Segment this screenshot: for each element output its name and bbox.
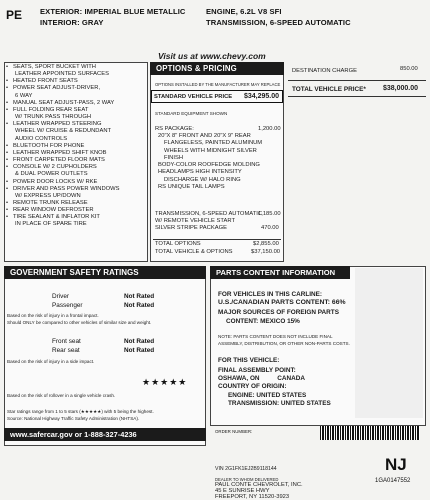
trans-option-value: 1,185.00 bbox=[258, 211, 281, 217]
destination-value: 850.00 bbox=[400, 66, 418, 72]
rs-package-label: RS PACKAGE: bbox=[155, 126, 194, 132]
frontal-note-2: Should ONLY be compared to other vehicles of similar size and weight. bbox=[7, 320, 152, 325]
feature-item: • LEATHER WRAPPED STEERING bbox=[6, 121, 146, 128]
parts-note: NOTE: PARTS CONTENT DOES NOT INCLUDE FINAL bbox=[218, 334, 333, 339]
passenger-rating: Not Rated bbox=[124, 302, 155, 309]
feature-item: • POWER DOOR LOCKS W/ RKE bbox=[6, 179, 146, 186]
safety-title: GOVERNMENT SAFETY RATINGS bbox=[4, 266, 206, 279]
us-canadian-content: U.S./CANADIAN PARTS CONTENT: 66% bbox=[218, 299, 346, 306]
exterior-color: EXTERIOR: IMPERIAL BLUE METALLIC bbox=[40, 7, 186, 16]
pe-code: PE bbox=[6, 8, 23, 22]
rs-package-line: BODY-COLOR ROOFEDGE MOLDING bbox=[158, 162, 260, 169]
silver-stripe-label: SILVER STRIPE PACKAGE bbox=[155, 225, 227, 231]
rs-package-line: RS UNIQUE TAIL LAMPS bbox=[158, 184, 225, 191]
feature-item: IN PLACE OF SPARE TIRE bbox=[15, 221, 87, 228]
rs-package-line: FLANGELESS, PAINTED ALUMINUM bbox=[164, 140, 263, 147]
feature-item: • POWER SEAT ADJUST-DRIVER, bbox=[6, 85, 146, 92]
carline-label: FOR VEHICLES IN THIS CARLINE: bbox=[218, 291, 323, 298]
passenger-label: Passenger bbox=[52, 302, 83, 309]
origin-label: COUNTRY OF ORIGIN: bbox=[218, 383, 287, 390]
mexico-content: CONTENT: MEXICO 15% bbox=[226, 318, 300, 325]
total-vehicle-price-label: TOTAL VEHICLE PRICE* bbox=[292, 86, 366, 93]
rs-package-line: HEADLAMPS HIGH INTENSITY bbox=[158, 169, 242, 176]
feature-item: 6 WAY bbox=[15, 92, 33, 99]
std-price-label: STANDARD VEHICLE PRICE bbox=[154, 94, 233, 100]
star-note: Star ratings range from 1 to 5 stars (★★★★★) with 5 being the highest. bbox=[7, 409, 154, 414]
std-price-value: $34,295.00 bbox=[244, 93, 280, 100]
feature-item: LEATHER APPOINTED SURFACES bbox=[15, 71, 109, 78]
rollover-stars: ★★★★★ bbox=[142, 377, 188, 387]
driver-rating: Not Rated bbox=[124, 293, 155, 300]
options-note-2: STANDARD EQUIPMENT SHOWN bbox=[155, 111, 228, 116]
feature-item: & DUAL POWER OUTLETS bbox=[15, 171, 88, 178]
transmission-spec: TRANSMISSION, 6-SPEED AUTOMATIC bbox=[206, 18, 351, 27]
total-divider bbox=[288, 96, 426, 97]
trans-option-label: TRANSMISSION, 6-SPEED AUTOMATIC bbox=[155, 211, 263, 217]
feature-item: • FRONT CARPETED FLOOR MATS bbox=[6, 157, 146, 164]
parts-title: PARTS CONTENT INFORMATION bbox=[210, 266, 350, 279]
feature-item: • SEATS, SPORT BUCKET WITH bbox=[6, 64, 146, 71]
dealer-address-1: 45 E SUNRISE HWY bbox=[215, 488, 270, 494]
features-list bbox=[6, 64, 146, 229]
destination-label: DESTINATION CHARGE bbox=[292, 68, 357, 74]
dealer-name: PAUL CONTE CHEVROLET, INC. bbox=[215, 482, 303, 488]
rs-package-line: WHEELS WITH MIDNIGHT SILVER bbox=[164, 147, 257, 154]
frontal-note: Based on the risk of injury in a frontal impact. bbox=[7, 313, 99, 318]
trans-option-sub: W/ REMOTE VEHICLE START bbox=[155, 218, 235, 224]
source-note: Source: National Highway Traffic Safety Administration (NHTSA). bbox=[7, 416, 140, 421]
rs-package-lines bbox=[158, 133, 262, 191]
rear-seat-rating: Not Rated bbox=[124, 347, 155, 354]
vin: VIN 2G1FK1EJ2B9118144 bbox=[215, 466, 277, 472]
feature-item: • LEATHER WRAPPED SHIFT KNOB bbox=[6, 150, 146, 157]
rs-package-line: DISCHARGE W/ HALO RING bbox=[164, 176, 241, 183]
barcode bbox=[320, 426, 420, 440]
front-seat-label: Front seat bbox=[52, 338, 81, 345]
parts-note-2: ASSEMBLY, DISTRIBUTION, OR OTHER NON-PARTS COSTS. bbox=[218, 341, 350, 346]
total-options-label: TOTAL OPTIONS bbox=[155, 241, 201, 247]
feature-item: WHEEL W/ CRUISE & REDUNDANT bbox=[15, 128, 112, 135]
rs-package-line: FINISH bbox=[164, 154, 184, 161]
feature-item: • FULL FOLDING REAR SEAT bbox=[6, 107, 146, 114]
feature-item: • TIRE SEALANT & INFLATOR KIT bbox=[6, 214, 146, 221]
feature-item: W/ TRUNK PASS THROUGH bbox=[15, 114, 92, 121]
final-assembly-value: OSHAWA, ON CANADA bbox=[218, 375, 305, 382]
engine-origin: ENGINE: UNITED STATES bbox=[228, 392, 307, 399]
feature-item: • BLUETOOTH FOR PHONE bbox=[6, 143, 146, 150]
vin-code: 1GA0147552 bbox=[375, 478, 411, 484]
total-vehicle-options-label: TOTAL VEHICLE & OPTIONS bbox=[155, 249, 233, 255]
order-number-label: ORDER NUMBER: bbox=[215, 429, 253, 434]
options-divider bbox=[153, 239, 281, 240]
transmission-origin: TRANSMISSION: UNITED STATES bbox=[228, 400, 331, 407]
dealer-address-2: FREEPORT, NY 11520-3923 bbox=[215, 494, 290, 500]
this-vehicle-label: FOR THIS VEHICLE: bbox=[218, 357, 280, 364]
feature-item: • MANUAL SEAT ADJUST-PASS, 2 WAY bbox=[6, 100, 146, 107]
dealer-label: DEALER TO WHOM DELIVERED bbox=[215, 477, 279, 482]
feature-item: • REMOTE TRUNK RELEASE bbox=[6, 200, 146, 207]
feature-item: W/ EXPRESS UP/DOWN bbox=[15, 192, 81, 199]
final-assembly-label: FINAL ASSEMBLY POINT: bbox=[218, 367, 296, 374]
feature-item: • DRIVER AND PASS POWER WINDOWS bbox=[6, 186, 146, 193]
total-vehicle-price-value: $38,000.00 bbox=[383, 85, 419, 92]
destination-divider bbox=[288, 80, 426, 81]
feature-item: • REAR WINDOW DEFROSTER bbox=[6, 207, 146, 214]
driver-label: Driver bbox=[52, 293, 70, 300]
feature-item: • CONSOLE W/ 2 CUPHOLDERS bbox=[6, 164, 146, 171]
rs-package-value: 1,200.00 bbox=[258, 126, 281, 132]
engine-spec: ENGINE, 6.2L V8 SFI bbox=[206, 7, 282, 16]
scan-noise bbox=[355, 268, 423, 418]
rs-package-line: 20"X 8" FRONT AND 20"X 9" REAR bbox=[158, 133, 251, 139]
total-vehicle-options-value: $37,150.00 bbox=[251, 249, 281, 255]
front-seat-rating: Not Rated bbox=[124, 338, 155, 345]
state-code: NJ bbox=[385, 455, 407, 474]
silver-stripe-value: 470.00 bbox=[261, 225, 279, 231]
rollover-note: Based on the risk of rollover in a single vehicle crash. bbox=[7, 393, 116, 398]
options-title: OPTIONS & PRICING bbox=[150, 62, 284, 75]
options-note: OPTIONS INSTALLED BY THE MANUFACTURER MAY REPLACE bbox=[155, 82, 281, 87]
total-options-value: $2,855.00 bbox=[253, 241, 279, 247]
rear-seat-label: Rear seat bbox=[52, 347, 80, 354]
feature-item: AUDIO CONTROLS bbox=[15, 135, 68, 142]
major-sources-label: MAJOR SOURCES OF FOREIGN PARTS bbox=[218, 309, 339, 316]
feature-item: • HEATED FRONT SEATS bbox=[6, 78, 146, 85]
safety-website: www.safercar.gov or 1-888-327-4236 bbox=[4, 428, 206, 441]
website-visit: Visit us at www.chevy.com bbox=[158, 51, 266, 61]
interior-color: INTERIOR: GRAY bbox=[40, 18, 104, 27]
side-note: Based on the risk of injury in a side impact. bbox=[7, 359, 95, 364]
